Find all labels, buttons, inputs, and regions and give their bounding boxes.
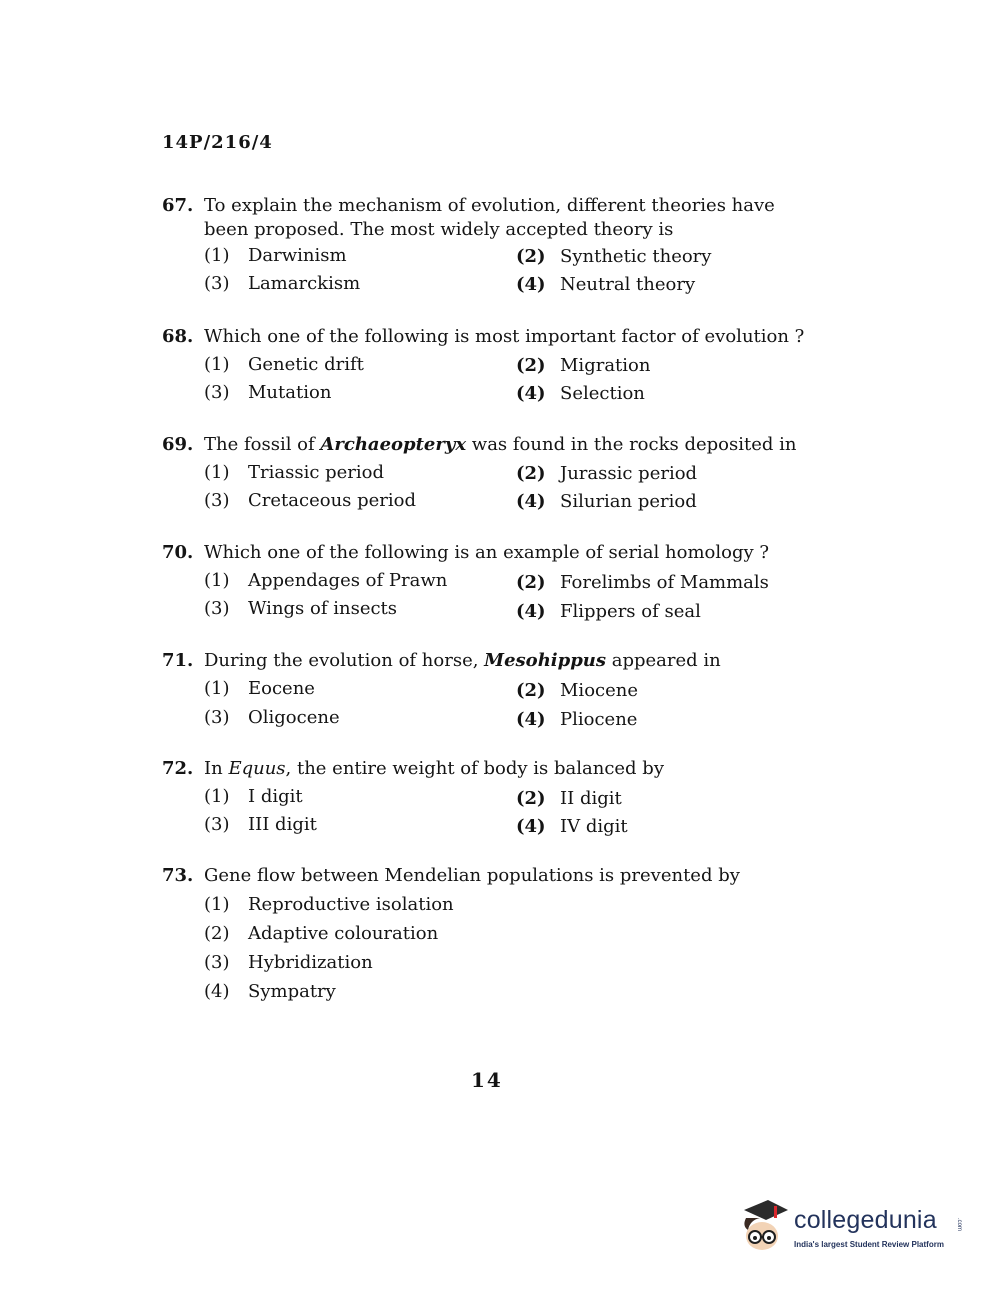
option-3: (3) III digit (204, 814, 317, 835)
question-number: 67. (162, 195, 194, 216)
option-4: (4) Sympatry (204, 981, 336, 1002)
question-number: 70. (162, 542, 194, 563)
mascot-icon (738, 1196, 792, 1256)
option-4: (4) Neutral theory (516, 274, 696, 295)
option-4: (4) Pliocene (516, 709, 638, 730)
question-73 (162, 864, 832, 1014)
question-70 (162, 541, 832, 631)
option-1: (1) Darwinism (204, 245, 347, 266)
option-4: (4) Flippers of seal (516, 601, 701, 622)
option-1: (1) Eocene (204, 678, 315, 699)
option-3: (3) Lamarckism (204, 273, 361, 294)
brand-suffix: .com (956, 1218, 962, 1232)
option-2: (2) Miocene (516, 680, 639, 701)
option-2: (2) Forelimbs of Mammals (516, 572, 769, 593)
option-2: (2) Migration (516, 355, 651, 376)
option-2: (2) Jurassic period (516, 463, 698, 484)
option-1: (1) Appendages of Prawn (204, 570, 448, 591)
question-71 (162, 649, 832, 739)
question-72 (162, 757, 832, 847)
option-2: (2) II digit (516, 788, 622, 809)
question-text: Which one of the following is an example of serial homology ? (204, 542, 770, 563)
option-1: (1) Reproductive isolation (204, 894, 454, 915)
question-68 (162, 325, 832, 415)
option-4: (4) IV digit (516, 816, 628, 837)
question-text: The fossil of Archaeopteryx was found in the rocks deposited in (204, 434, 797, 455)
question-number: 71. (162, 650, 194, 671)
option-4: (4) Selection (516, 383, 645, 404)
option-4: (4) Silurian period (516, 491, 697, 512)
question-number: 73. (162, 865, 194, 886)
question-text: During the evolution of horse, Mesohippus appeared in (204, 650, 721, 671)
option-2: (2) Synthetic theory (516, 246, 712, 267)
option-3: (3) Mutation (204, 382, 332, 403)
page-number: 14 (471, 1068, 503, 1092)
option-3: (3) Hybridization (204, 952, 373, 973)
option-2: (2) Adaptive colouration (204, 923, 439, 944)
brand-name: collegedunia (794, 1206, 937, 1234)
question-number: 69. (162, 434, 194, 455)
question-number: 72. (162, 758, 194, 779)
collegedunia-logo (738, 1196, 968, 1260)
option-3: (3) Cretaceous period (204, 490, 417, 511)
question-text: In Equus, the entire weight of body is balanced by (204, 758, 664, 779)
option-1: (1) I digit (204, 786, 303, 807)
option-3: (3) Oligocene (204, 707, 340, 728)
option-1: (1) Triassic period (204, 462, 385, 483)
option-3: (3) Wings of insects (204, 598, 398, 619)
brand-tagline: India's largest Student Review Platform (794, 1240, 944, 1249)
option-1: (1) Genetic drift (204, 354, 364, 375)
question-text: Which one of the following is most important factor of evolution ? (204, 326, 805, 347)
question-text: Gene flow between Mendelian populations is prevented by (204, 865, 740, 886)
paper-code: 14P/216/4 (162, 132, 273, 153)
question-text: To explain the mechanism of evolution, different theories have been proposed. The most widely accepted theory is (204, 195, 775, 240)
question-number: 68. (162, 326, 194, 347)
question-67 (162, 194, 832, 294)
question-69 (162, 433, 832, 523)
